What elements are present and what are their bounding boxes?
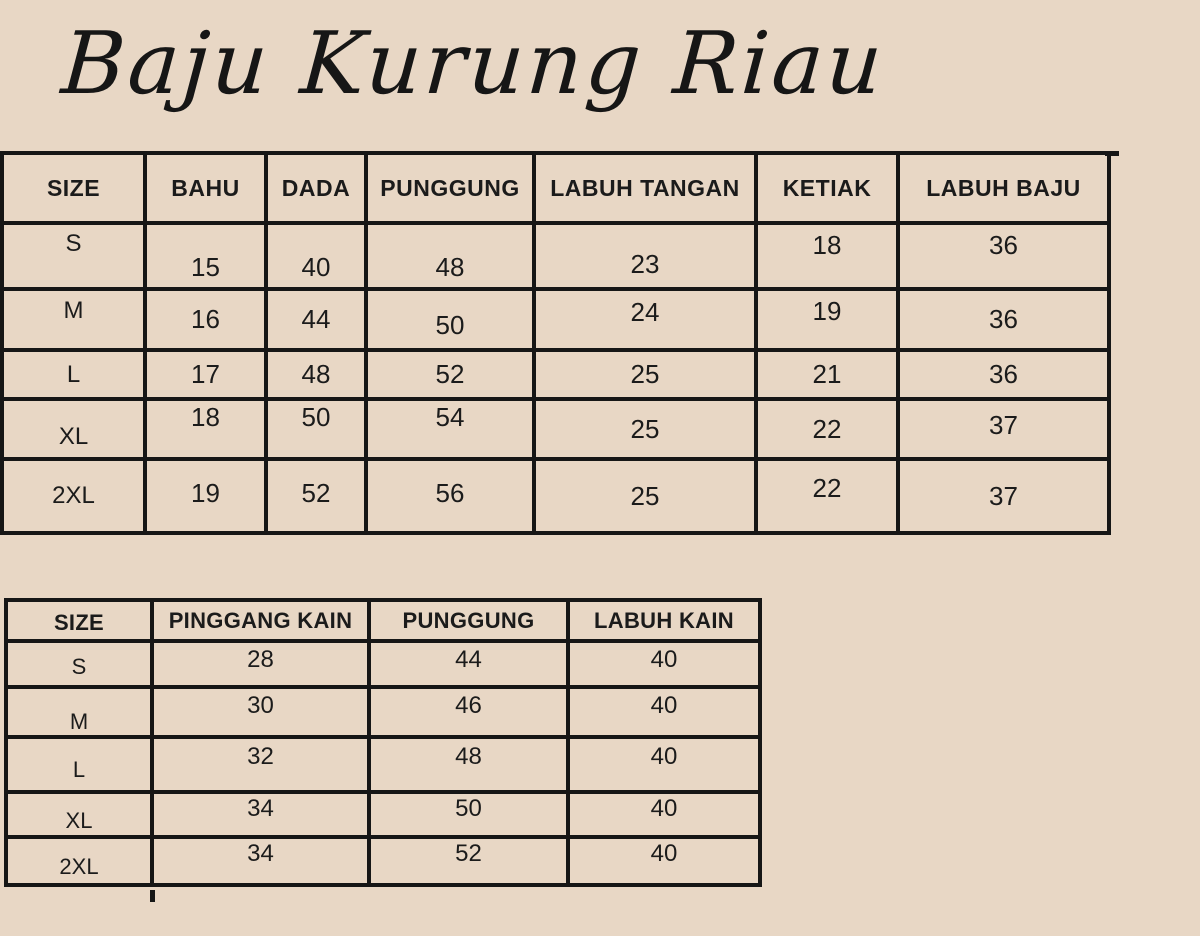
cell-value: 48 [301, 359, 331, 389]
column-header [534, 153, 756, 223]
cell-value: XL [65, 807, 93, 833]
cell-value: 17 [191, 359, 220, 389]
cell-value: S [71, 654, 87, 679]
measurement-cell [756, 399, 898, 459]
column-header-label: LABUH TANGAN [550, 174, 740, 201]
column-header [6, 600, 152, 641]
column-header [756, 153, 898, 223]
cell-value: 40 [650, 840, 678, 867]
cell-value: S [65, 230, 82, 257]
measurement-cell [145, 289, 266, 350]
measurement-cell [369, 737, 568, 792]
measurement-cell [369, 641, 568, 687]
measurement-cell [152, 687, 369, 737]
column-header-label: BAHU [171, 174, 240, 201]
cell-value: 56 [435, 477, 465, 508]
measurement-cell [898, 289, 1109, 350]
cell-value: 23 [630, 248, 660, 279]
size-cell [6, 737, 152, 792]
column-header [2, 153, 145, 223]
measurement-cell [898, 223, 1109, 289]
measurement-cell [266, 223, 366, 289]
cell-value: 50 [455, 794, 482, 822]
cell-value: 52 [455, 840, 482, 867]
measurement-cell [568, 837, 760, 885]
measurement-cell [898, 459, 1109, 533]
measurement-cell [756, 350, 898, 399]
table-row [6, 687, 760, 737]
measurement-cell [568, 737, 760, 792]
table-row [6, 792, 760, 837]
size-cell [2, 459, 145, 533]
cell-value: 36 [989, 304, 1018, 334]
cell-value: 44 [301, 304, 331, 334]
cell-value: 46 [455, 692, 482, 719]
size-cell [2, 223, 145, 289]
header-row [2, 153, 1109, 223]
cell-value: 37 [989, 409, 1018, 440]
column-header [898, 153, 1109, 223]
cell-value: 2XL [52, 482, 95, 509]
column-header [568, 600, 760, 641]
table-row [6, 641, 760, 687]
column-header-label: SIZE [53, 609, 105, 635]
cell-value: 40 [650, 794, 678, 822]
measurement-cell [534, 223, 756, 289]
cell-value: 40 [301, 251, 331, 282]
measurement-cell [756, 289, 898, 350]
cell-value: 44 [455, 646, 482, 673]
measurement-cell [152, 641, 369, 687]
measurement-cell [266, 459, 366, 533]
cell-value: 52 [301, 477, 331, 508]
size-cell [6, 641, 152, 687]
cell-value: 21 [812, 359, 842, 389]
header-row [6, 600, 760, 641]
measurement-cell [898, 350, 1109, 399]
measurement-cell [152, 837, 369, 885]
column-header-label: PINGGANG KAIN [168, 607, 353, 633]
measurement-cell [568, 641, 760, 687]
column-header-label: PUNGGUNG [380, 174, 520, 201]
column-header-label: SIZE [46, 174, 101, 201]
cell-value: 25 [630, 480, 660, 511]
cell-value: 16 [191, 304, 220, 334]
column-header [145, 153, 266, 223]
size-cell [6, 837, 152, 885]
measurement-cell [534, 459, 756, 533]
measurement-cell [366, 399, 534, 459]
border-tick-bottom [150, 890, 155, 902]
cell-value: 18 [812, 229, 842, 260]
measurement-cell [369, 837, 568, 885]
cell-value: 40 [650, 646, 678, 673]
top-size-chart-table [0, 151, 1111, 535]
column-header-label: LABUH KAIN [594, 607, 734, 633]
size-cell [2, 350, 145, 399]
table-row [2, 223, 1109, 289]
column-header [366, 153, 534, 223]
measurement-cell [898, 399, 1109, 459]
cell-value: M [69, 709, 89, 734]
table-row [2, 459, 1109, 533]
cell-value: 40 [650, 742, 678, 770]
size-cell [2, 289, 145, 350]
size-cell [2, 399, 145, 459]
cell-value: 28 [247, 646, 274, 673]
cell-value: 48 [435, 251, 465, 282]
cell-value: 50 [301, 401, 331, 432]
column-header-label: DADA [281, 174, 351, 201]
column-header-label: PUNGGUNG [402, 607, 535, 633]
cell-value: 40 [650, 692, 678, 719]
measurement-cell [756, 223, 898, 289]
column-header [266, 153, 366, 223]
cell-value: L [72, 756, 86, 782]
table-row [6, 837, 760, 885]
table-row [2, 289, 1109, 350]
cell-value: 25 [630, 413, 660, 444]
cell-value: 48 [455, 742, 482, 770]
cell-value: 24 [630, 297, 660, 327]
cell-value: 34 [247, 840, 274, 867]
cell-value: 22 [812, 472, 842, 503]
measurement-cell [369, 792, 568, 837]
table-row [2, 399, 1109, 459]
measurement-cell [366, 350, 534, 399]
bottom-size-chart-table [4, 598, 762, 887]
measurement-cell [152, 737, 369, 792]
measurement-cell [534, 289, 756, 350]
size-cell [6, 687, 152, 737]
cell-value: 54 [435, 401, 465, 432]
cell-value: 25 [630, 359, 660, 389]
measurement-cell [568, 792, 760, 837]
measurement-cell [145, 399, 266, 459]
cell-value: 2XL [59, 854, 99, 879]
cell-value: 19 [191, 477, 220, 508]
measurement-cell [366, 459, 534, 533]
cell-value: L [66, 360, 81, 388]
cell-value: 18 [191, 401, 220, 432]
cell-value: 37 [989, 480, 1018, 511]
cell-value: 32 [247, 742, 274, 770]
measurement-cell [266, 289, 366, 350]
measurement-cell [534, 350, 756, 399]
cell-value: 52 [435, 359, 465, 389]
cell-value: 30 [247, 692, 274, 719]
cell-value: 15 [191, 251, 220, 282]
cell-value: 36 [989, 359, 1018, 389]
border-tick-top-right [1105, 151, 1119, 156]
cell-value: 50 [435, 310, 465, 340]
cell-value: XL [58, 423, 89, 450]
cell-value: M [63, 296, 84, 324]
table-row [2, 350, 1109, 399]
measurement-cell [756, 459, 898, 533]
size-cell [6, 792, 152, 837]
page-title: Baju Kurung Riau [58, 14, 889, 114]
column-header [152, 600, 369, 641]
column-header [369, 600, 568, 641]
measurement-cell [534, 399, 756, 459]
cell-value: 19 [812, 296, 842, 326]
measurement-cell [145, 459, 266, 533]
measurement-cell [366, 223, 534, 289]
table-row [6, 737, 760, 792]
measurement-cell [145, 223, 266, 289]
measurement-cell [366, 289, 534, 350]
column-header-label: LABUH BAJU [926, 174, 1081, 201]
column-header-label: KETIAK [782, 174, 872, 201]
cell-value: 34 [247, 794, 274, 822]
measurement-cell [145, 350, 266, 399]
measurement-cell [568, 687, 760, 737]
measurement-cell [152, 792, 369, 837]
measurement-cell [369, 687, 568, 737]
measurement-cell [266, 350, 366, 399]
cell-value: 36 [989, 229, 1018, 260]
measurement-cell [266, 399, 366, 459]
cell-value: 22 [812, 413, 842, 444]
